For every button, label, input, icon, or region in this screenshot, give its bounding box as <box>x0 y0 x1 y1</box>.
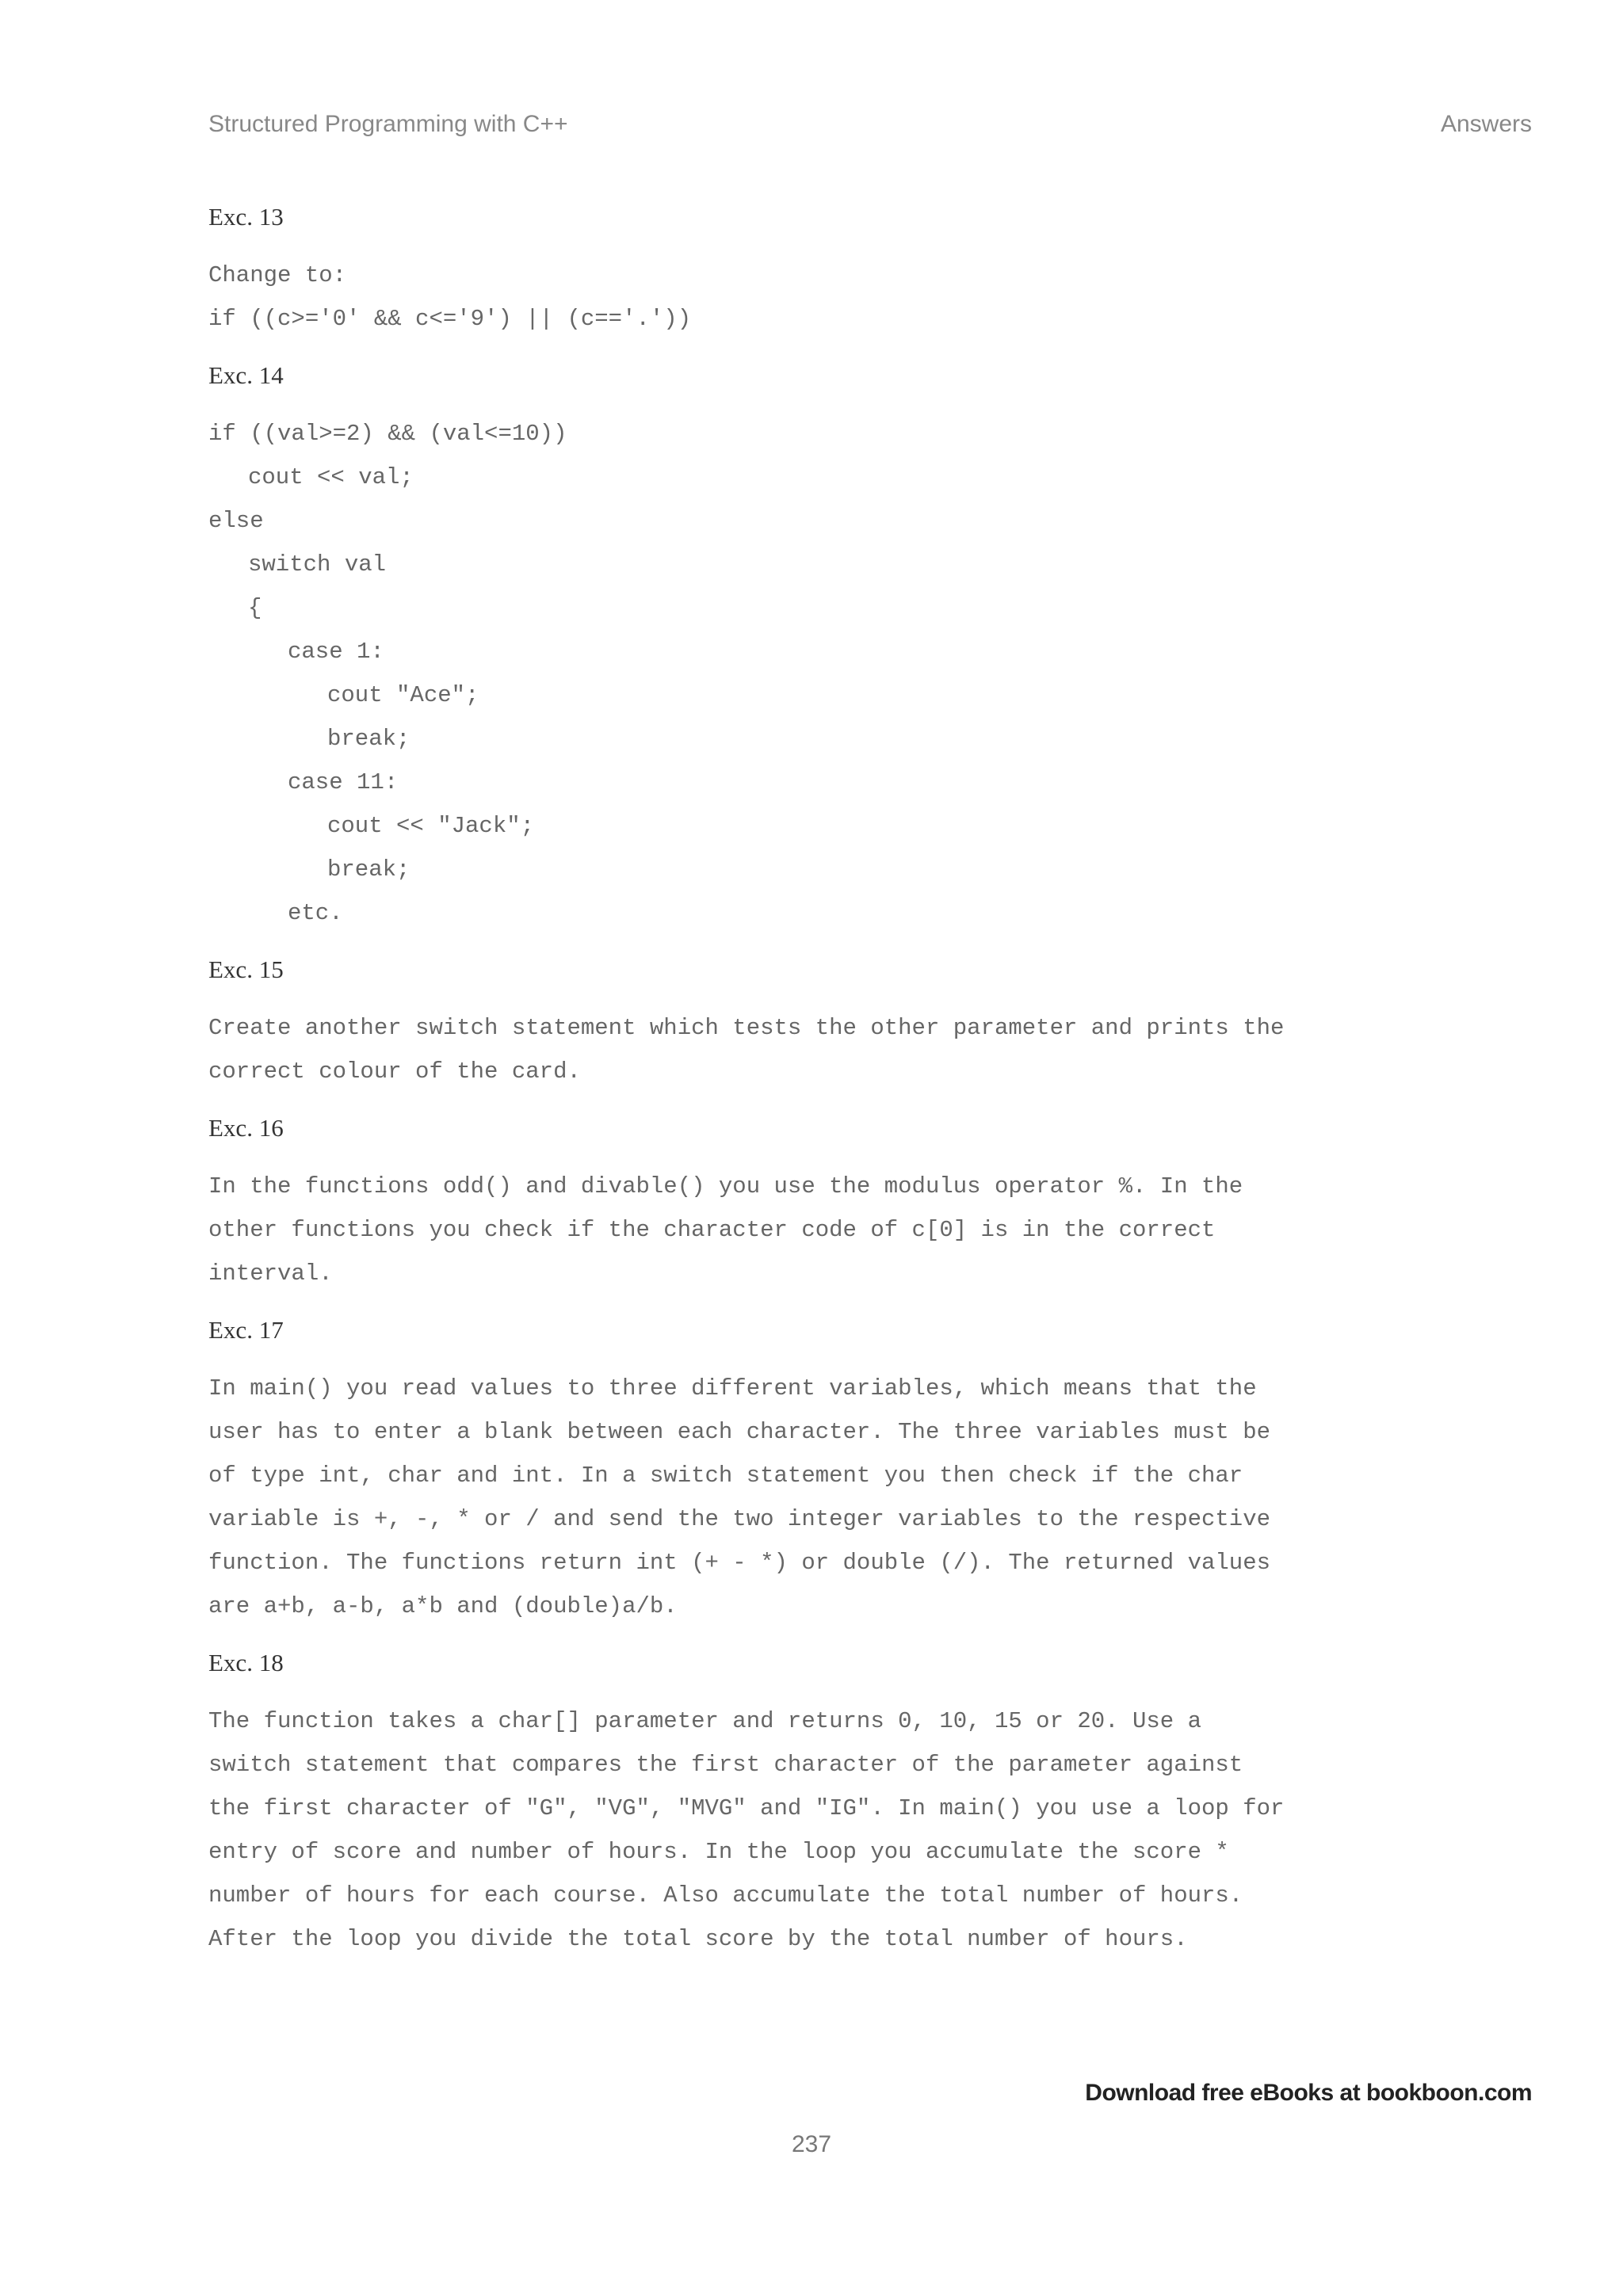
answer-line: entry of score and number of hours. In the loop you accumulate the score * <box>208 1839 1229 1865</box>
code-line: { <box>248 595 262 621</box>
exercise-answer <box>208 254 1532 341</box>
answer-line: interval. <box>208 1261 333 1287</box>
exercise-answer <box>208 1367 1532 1628</box>
exercise-answer <box>208 412 1532 935</box>
answer-line: of type int, char and int. In a switch statement you then check if the char <box>208 1463 1243 1489</box>
answer-line: In main() you read values to three different variables, which means that the <box>208 1375 1257 1402</box>
exercise-heading: Exc. 18 <box>208 1649 284 1676</box>
answer-line: number of hours for each course. Also accumulate the total number of hours. <box>208 1882 1243 1909</box>
section-title: Answers <box>1440 111 1532 137</box>
code-line: etc. <box>288 900 343 926</box>
answer-line: Change to: <box>208 262 347 288</box>
answer-line: function. The functions return int (+ - *) or double (/). The returned values <box>208 1550 1271 1576</box>
answer-line: Create another switch statement which tests the other parameter and prints the <box>208 1015 1285 1041</box>
code-line: if ((c>='0' && c<='9') || (c=='.')) <box>208 306 692 332</box>
code-line: case 1: <box>288 639 384 665</box>
code-line: cout "Ace"; <box>327 682 479 708</box>
exercise-answer <box>208 1006 1532 1093</box>
answer-line: are a+b, a-b, a*b and (double)a/b. <box>208 1593 678 1619</box>
code-line: switch val <box>248 551 387 578</box>
answer-line: After the loop you divide the total score by the total number of hours. <box>208 1926 1188 1952</box>
exercise-answer <box>208 1699 1532 1961</box>
answer-line: user has to enter a blank between each character. The three variables must be <box>208 1419 1271 1445</box>
exercise-answer <box>208 1165 1532 1295</box>
answer-line: variable is +, -, * or / and send the two integer variables to the respective <box>208 1506 1271 1532</box>
exercise-heading: Exc. 16 <box>208 1114 284 1142</box>
code-line: if ((val>=2) && (val<=10)) <box>208 421 567 447</box>
answer-line: correct colour of the card. <box>208 1058 581 1085</box>
code-line: cout << "Jack"; <box>327 813 535 839</box>
answer-line: the first character of "G", "VG", "MVG" and "IG". In main() you use a loop for <box>208 1795 1285 1821</box>
answer-line: other functions you check if the character code of c[0] is in the correct <box>208 1217 1216 1243</box>
code-line: else <box>208 508 264 534</box>
page-header <box>208 111 1532 146</box>
code-line: break; <box>327 726 411 752</box>
exercise-heading: Exc. 14 <box>208 361 284 389</box>
book-title: Structured Programming with C++ <box>208 111 568 137</box>
exercise-heading: Exc. 13 <box>208 203 284 231</box>
code-line: break; <box>327 856 411 883</box>
code-line: cout << val; <box>248 464 414 490</box>
code-line: case 11: <box>288 769 399 795</box>
answer-line: switch statement that compares the first character of the parameter against <box>208 1752 1243 1778</box>
answer-line: In the functions odd() and divable() you use the modulus operator %. In the <box>208 1173 1243 1199</box>
download-link[interactable]: Download free eBooks at bookboon.com <box>1085 2080 1532 2106</box>
page-content <box>208 201 1532 1980</box>
page-number: 237 <box>791 2131 832 2157</box>
answer-line: The function takes a char[] parameter and returns 0, 10, 15 or 20. Use a <box>208 1708 1202 1734</box>
exercise-heading: Exc. 15 <box>208 955 284 983</box>
exercise-heading: Exc. 17 <box>208 1316 284 1344</box>
